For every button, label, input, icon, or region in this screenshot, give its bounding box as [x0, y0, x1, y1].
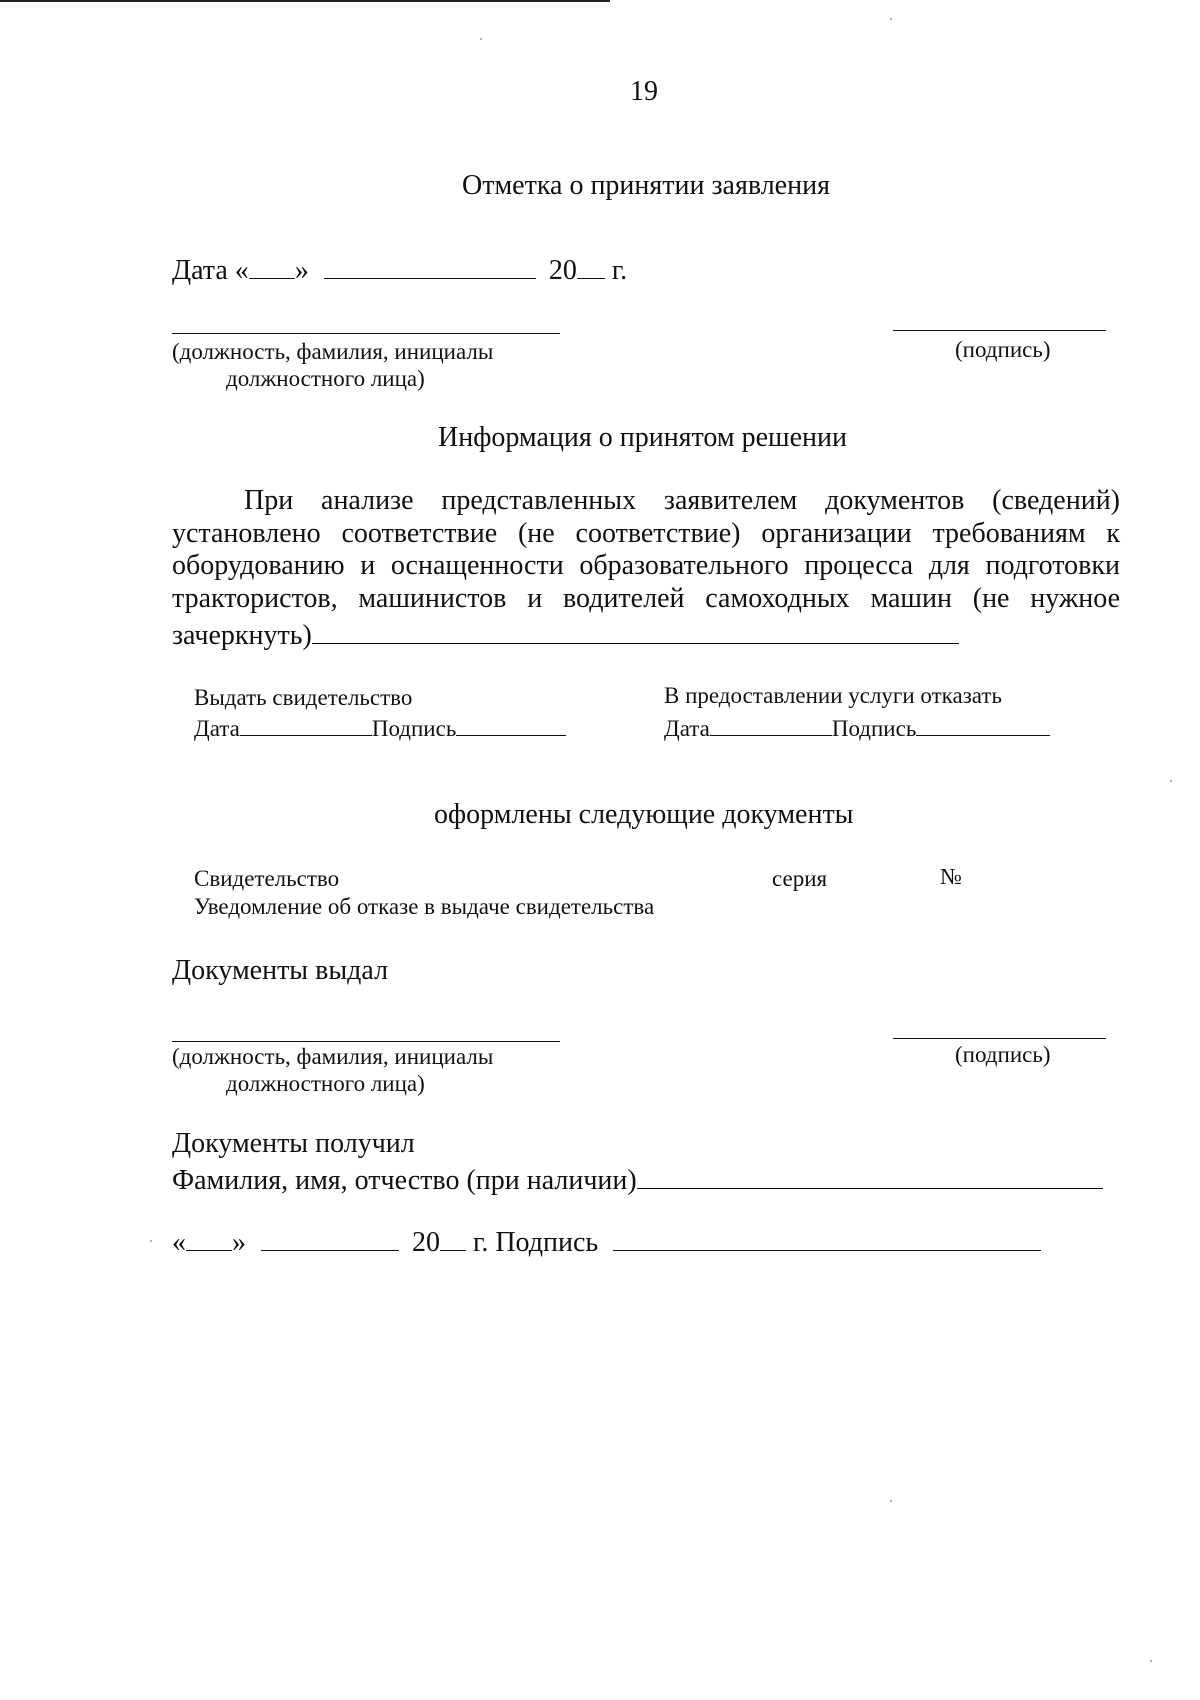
decision-paragraph: [172, 485, 1120, 653]
date-label: Дата «: [172, 255, 249, 286]
certificate-label: Свидетельство: [194, 866, 340, 891]
recipient-name-blank[interactable]: [637, 1160, 1103, 1189]
documents-heading: оформлены следующие документы: [434, 799, 854, 830]
issue-signature-blank[interactable]: [456, 712, 566, 736]
official-line[interactable]: [172, 333, 560, 334]
decision-line-3: оборудованию и оснащенности образовательного процесса для подготовки: [172, 550, 1120, 581]
scan-speck: [1170, 780, 1172, 782]
issue-certificate-title: Выдать свидетельство: [194, 685, 413, 710]
year-suffix: г.: [604, 255, 628, 286]
issuer-signature-line[interactable]: [893, 1038, 1106, 1039]
issuer-official-line[interactable]: [172, 1041, 560, 1042]
recipient-name-row: [172, 1160, 1103, 1197]
day-blank[interactable]: [249, 250, 295, 279]
scan-speck: [1150, 1660, 1152, 1662]
issuer-caption-line2: должностного лица): [226, 1071, 425, 1096]
scan-speck: [150, 1240, 152, 1242]
decision-line-2: установлено соответствие (не соответствие) организации требованиям к: [172, 517, 1120, 549]
received-signature-blank[interactable]: [613, 1222, 1041, 1251]
number-label: №: [940, 864, 962, 889]
received-year-prefix: 20: [412, 1227, 440, 1258]
received-year-suffix-signature: г. Подпись: [466, 1227, 599, 1258]
decision-line-4: трактористов, машинистов и водителей самоходных машин (не нужное: [172, 582, 1120, 614]
decision-line-1: При анализе представленных заявителем документов (сведений): [244, 485, 1120, 516]
issuer-caption-line1: (должность, фамилия, инициалы: [172, 1044, 494, 1069]
top-edge-rule: [0, 0, 610, 2]
refuse-date-blank[interactable]: [710, 712, 832, 736]
page-number: 19: [630, 76, 658, 107]
issue-date-label: Дата: [194, 716, 240, 741]
scan-speck: [890, 1500, 892, 1502]
scan-speck: [890, 18, 892, 20]
received-month-blank[interactable]: [261, 1222, 399, 1251]
refusal-notice-label: Уведомление об отказе в выдаче свидетельства: [194, 894, 655, 919]
refuse-date-label: Дата: [664, 716, 710, 741]
refuse-signature-label: Подпись: [831, 716, 917, 741]
year-prefix: 20: [548, 255, 577, 286]
month-blank[interactable]: [324, 250, 536, 279]
signature-line[interactable]: [893, 330, 1106, 331]
received-close-quote: »: [232, 1227, 246, 1258]
issue-date-signature-row: [194, 712, 566, 742]
decision-heading: Информация о принятом решении: [438, 422, 847, 453]
received-day-blank[interactable]: [186, 1222, 232, 1251]
received-year-blank[interactable]: [440, 1222, 466, 1251]
signature-caption: (подпись): [955, 337, 1051, 362]
recipient-name-label: Фамилия, имя, отчество (при наличии): [172, 1165, 637, 1196]
decision-blank[interactable]: [312, 615, 959, 644]
issuer-signature-caption: (подпись): [955, 1042, 1051, 1067]
acceptance-heading: Отметка о принятии заявления: [462, 170, 830, 201]
refuse-date-signature-row: [664, 712, 1050, 742]
year-blank[interactable]: [577, 250, 605, 279]
date-close-quote: »: [294, 255, 309, 286]
strike-note: зачеркнуть): [172, 620, 312, 651]
refuse-service-title: В предоставлении услуги отказать: [664, 683, 1002, 708]
issue-date-blank[interactable]: [240, 712, 372, 736]
received-date-signature-row: [172, 1222, 1041, 1259]
decision-line-5: [172, 615, 1120, 653]
documents-issued-label: Документы выдал: [172, 955, 389, 986]
official-caption-line1: (должность, фамилия, инициалы: [172, 339, 494, 364]
received-open-quote: «: [172, 1227, 186, 1258]
acceptance-date-row: [172, 250, 627, 287]
documents-received-label: Документы получил: [172, 1128, 415, 1159]
series-label: серия: [772, 866, 828, 891]
issue-signature-label: Подпись: [371, 716, 457, 741]
official-caption-line2: должностного лица): [226, 366, 425, 391]
refuse-signature-blank[interactable]: [916, 712, 1050, 736]
scan-speck: [480, 38, 482, 40]
